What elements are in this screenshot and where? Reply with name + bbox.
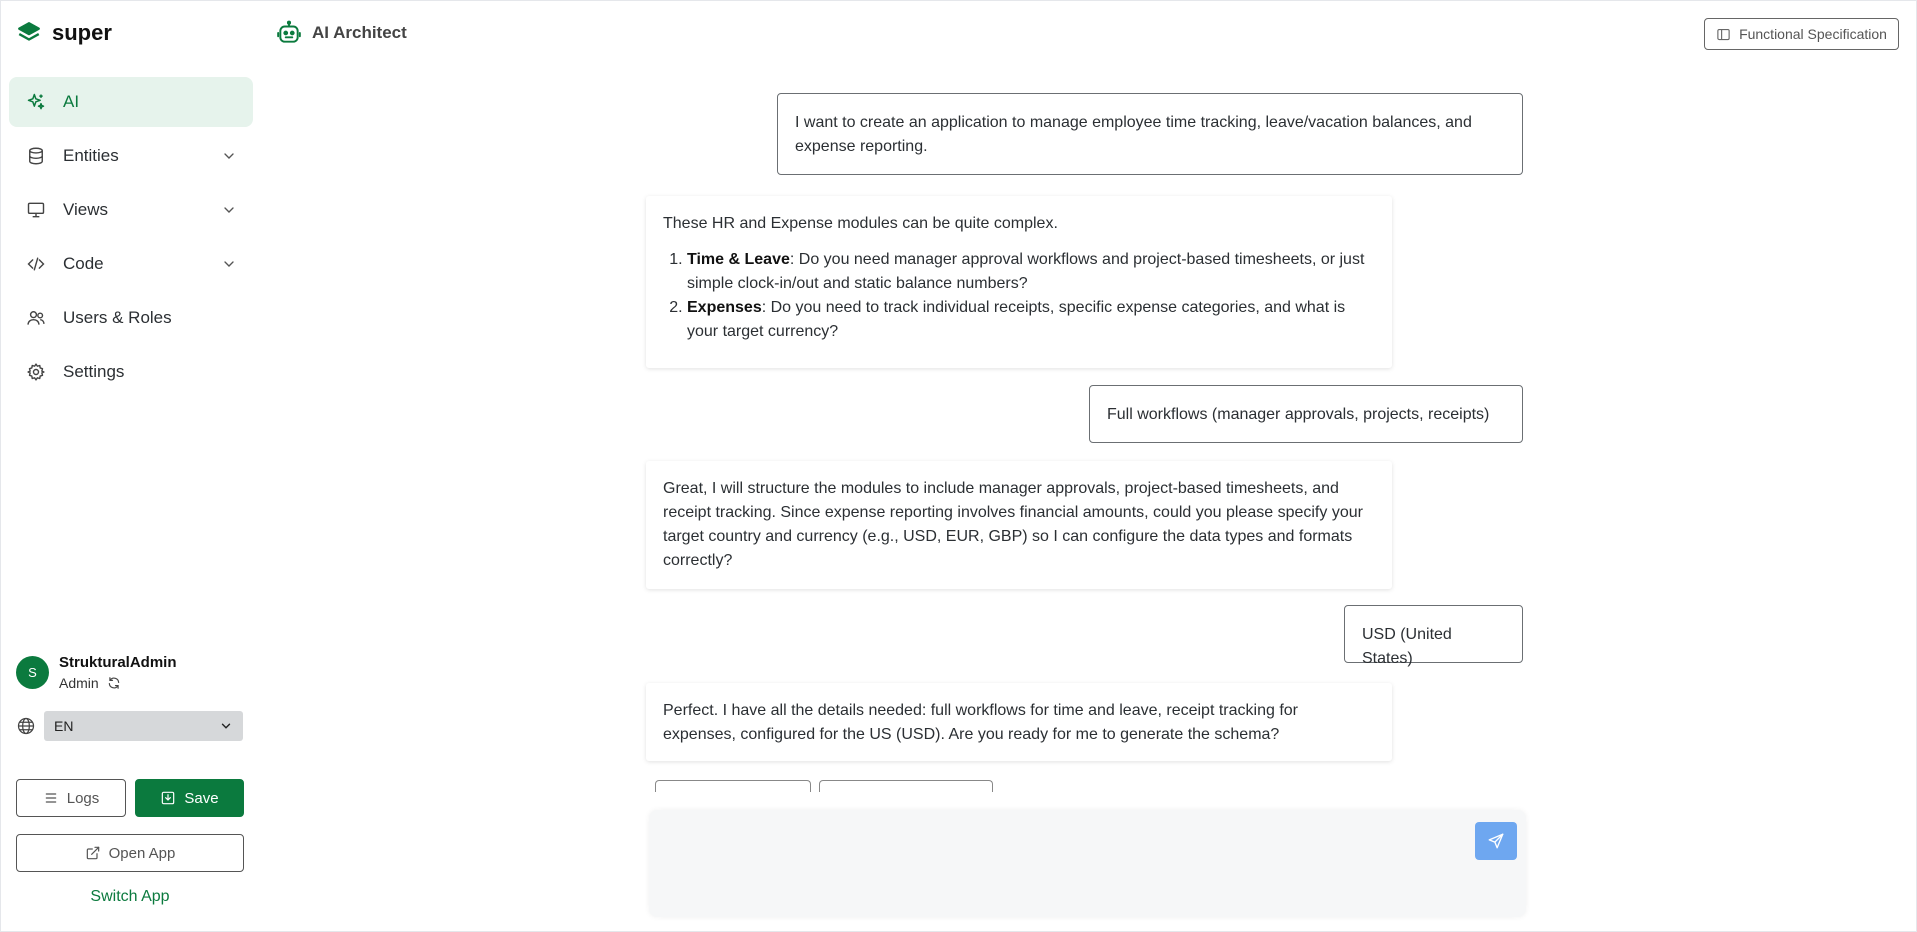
language-switcher — [16, 711, 243, 741]
user-profile — [16, 654, 177, 691]
sidebar-item-label: AI — [63, 92, 80, 111]
user-message: Full workflows (manager approvals, projects, receipts) — [1089, 385, 1523, 443]
user-role: Admin — [59, 675, 99, 691]
open-app-label: Open App — [108, 844, 176, 862]
database-icon — [25, 145, 47, 167]
sidebar-item-label: Entities — [63, 146, 119, 165]
sidebar-item-code[interactable] — [9, 239, 253, 289]
question-title: Expenses — [687, 299, 762, 316]
user-role-row — [59, 675, 177, 691]
functional-specification-button[interactable] — [1704, 18, 1899, 50]
sidebar-item-label: Views — [63, 200, 109, 219]
send-icon — [1487, 832, 1505, 850]
sidebar-item-label: Users & Roles — [63, 308, 172, 327]
save-label: Save — [184, 789, 219, 807]
language-value: EN — [54, 718, 74, 734]
language-select[interactable] — [44, 711, 243, 741]
message-composer — [649, 810, 1526, 917]
suggestion-chip[interactable] — [819, 780, 993, 792]
logs-button[interactable] — [16, 779, 126, 817]
refresh-icon[interactable] — [107, 676, 121, 690]
brand-name: super — [52, 20, 112, 45]
code-icon — [25, 253, 47, 275]
switch-app-link[interactable]: Switch App — [90, 888, 170, 905]
assistant-message: Great, I will structure the modules to include manager approvals, project-based timesheets, and receipt tracking. Since expense reporting involves financial amounts, could you please specify your target country and currency (e.g., USD, EUR, GBP) so I can configure the data types and formats correctly? — [646, 461, 1392, 589]
layers-logo-icon — [16, 20, 42, 46]
brand[interactable] — [16, 20, 112, 46]
sparkles-icon — [25, 91, 47, 113]
list-icon — [43, 790, 59, 806]
list-item — [687, 296, 1375, 344]
open-app-button[interactable] — [16, 834, 244, 872]
globe-icon — [16, 716, 36, 736]
save-icon — [160, 790, 176, 806]
user-message: I want to create an application to manage employee time tracking, leave/vacation balances, and expense reporting. — [777, 93, 1523, 175]
chevron-down-icon — [221, 256, 237, 272]
suggestion-chip[interactable] — [655, 780, 811, 792]
user-message: USD (United States) — [1344, 605, 1523, 663]
functional-specification-label: Functional Specification — [1739, 26, 1887, 42]
question-text: : Do you need to track individual receipts, specific expense categories, and what is your target currency? — [687, 299, 1346, 340]
gear-icon — [25, 361, 47, 383]
monitor-icon — [25, 199, 47, 221]
sidebar-nav — [9, 77, 253, 401]
user-name: StrukturalAdmin — [59, 654, 177, 671]
robot-icon — [276, 20, 302, 46]
sidebar-item-label: Code — [63, 254, 104, 273]
sidebar-item-label: Settings — [63, 362, 125, 381]
page-title-text: AI Architect — [312, 23, 407, 42]
sidebar-item-ai[interactable] — [9, 77, 253, 127]
sidebar — [0, 0, 262, 932]
assistant-message — [646, 196, 1392, 368]
message-input[interactable] — [667, 824, 1447, 904]
send-button[interactable] — [1475, 822, 1517, 860]
sidebar-item-views[interactable] — [9, 185, 253, 235]
assistant-message: Perfect. I have all the details needed: full workflows for time and leave, receipt tracking for expenses, configured for the US (USD). Are you ready for me to generate the schema? — [646, 683, 1392, 761]
sidebar-item-settings[interactable] — [9, 347, 253, 397]
external-link-icon — [85, 845, 101, 861]
action-buttons — [16, 779, 244, 817]
assistant-message-text: These HR and Expense modules can be quite complex. — [663, 215, 1058, 232]
save-button[interactable] — [135, 779, 244, 817]
chevron-down-icon — [221, 202, 237, 218]
logs-label: Logs — [66, 789, 100, 807]
sidebar-item-entities[interactable] — [9, 131, 253, 181]
question-title: Time & Leave — [687, 251, 790, 268]
question-text: : Do you need manager approval workflows and project-based timesheets, or just simple clock-in/out and static balance numbers? — [687, 251, 1365, 292]
avatar: S — [16, 656, 49, 689]
chevron-down-icon — [219, 719, 233, 733]
sidebar-item-users-roles[interactable] — [9, 293, 253, 343]
users-icon — [25, 307, 47, 329]
list-item — [687, 248, 1375, 296]
question-list — [663, 248, 1375, 344]
page-title — [276, 20, 407, 46]
chevron-down-icon — [221, 148, 237, 164]
sidebar-panel-icon — [1716, 27, 1731, 42]
